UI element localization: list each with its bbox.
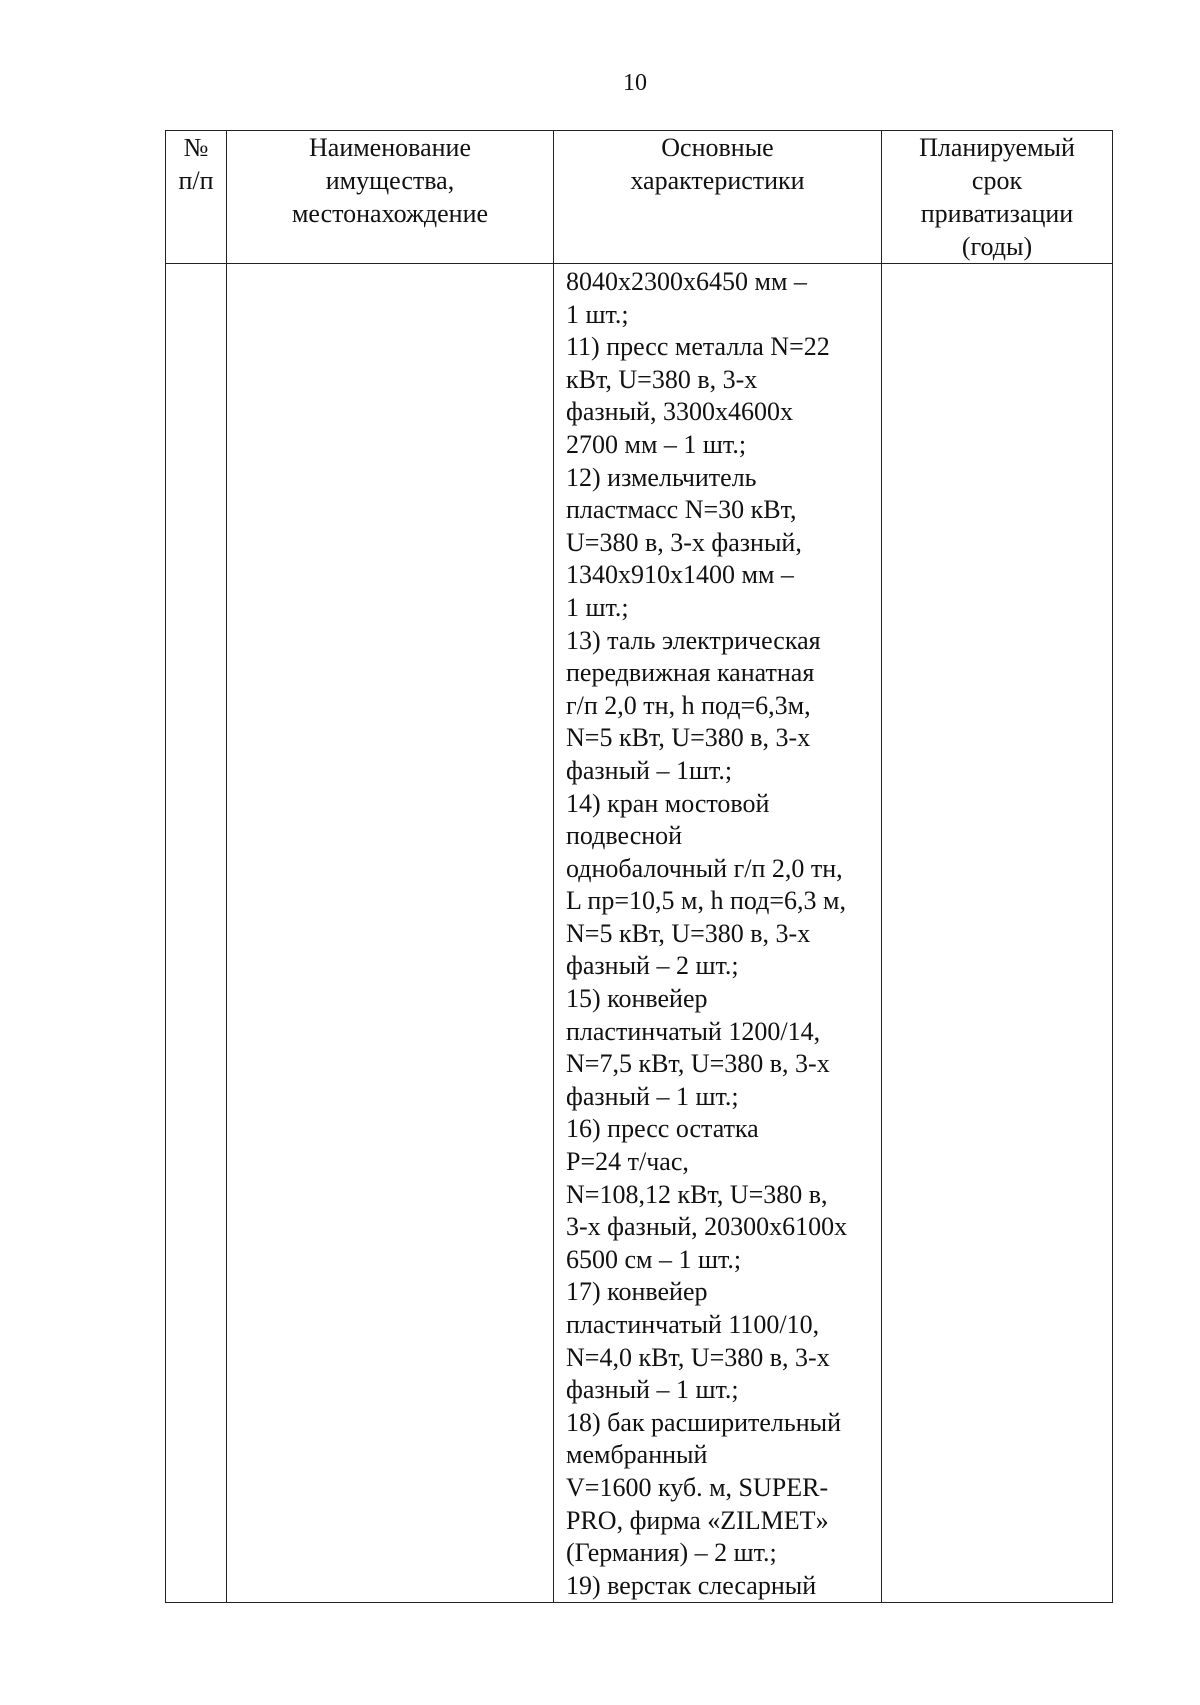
header-line: Основные bbox=[661, 133, 774, 162]
header-line: Наименование bbox=[309, 133, 471, 162]
characteristics-line: U=380 в, 3-х фазный, bbox=[566, 527, 802, 557]
characteristics-line: фазный, 3300х4600х bbox=[566, 397, 793, 427]
table-header-row bbox=[166, 131, 1113, 264]
header-line: приватизации bbox=[920, 199, 1074, 228]
characteristics-line: г/п 2,0 тн, h под=6,3м, bbox=[566, 690, 811, 720]
characteristics-line: пластинчатый 1200/14, bbox=[566, 1016, 821, 1046]
characteristics-line: PRO, фирма «ZILMET» bbox=[566, 1505, 829, 1535]
characteristics-line: 19) верстак слесарный bbox=[566, 1570, 817, 1600]
characteristics-line: кВт, U=380 в, 3-х bbox=[566, 364, 758, 394]
characteristics-line: пластинчатый 1100/10, bbox=[566, 1310, 820, 1339]
header-characteristics bbox=[554, 131, 882, 264]
characteristics-line: мембранный bbox=[566, 1440, 708, 1470]
characteristics-line: 17) конвейер bbox=[566, 1277, 708, 1307]
characteristics-line: 14) кран мостовой bbox=[566, 788, 770, 818]
characteristics-line: V=1600 куб. м, SUPER- bbox=[566, 1472, 829, 1502]
characteristics-line: (Германия) – 2 шт.; bbox=[566, 1538, 777, 1568]
characteristics-line: 3-х фазный, 20300х6100х bbox=[566, 1212, 848, 1242]
characteristics-line: 1 шт.; bbox=[566, 592, 629, 622]
characteristics-line: 18) бак расширительный bbox=[566, 1407, 842, 1437]
characteristics-line: фазный – 1 шт.; bbox=[566, 1375, 739, 1405]
characteristics-line: N=7,5 кВт, U=380 в, 3-х bbox=[566, 1049, 830, 1079]
table-row bbox=[166, 264, 1113, 1603]
header-line: срок bbox=[971, 166, 1023, 195]
characteristics-line: передвижная канатная bbox=[566, 658, 815, 688]
characteristics-text bbox=[554, 264, 881, 1602]
characteristics-line: 1340х910х1400 мм – bbox=[566, 560, 794, 590]
characteristics-line: N=5 кВт, U=380 в, 3-х bbox=[566, 918, 811, 948]
header-line: № bbox=[183, 133, 209, 162]
characteristics-line: фазный – 1 шт.; bbox=[566, 1081, 739, 1111]
header-line: (годы) bbox=[961, 232, 1033, 261]
characteristics-line: 6500 см – 1 шт.; bbox=[566, 1244, 742, 1274]
characteristics-line: N=5 кВт, U=380 в, 3-х bbox=[566, 723, 811, 753]
characteristics-line: 16) пресс остатка bbox=[566, 1114, 759, 1144]
header-line: характеристики bbox=[630, 166, 805, 195]
header-line: местонахождение bbox=[291, 199, 489, 228]
characteristics-line: L пр=10,5 м, h под=6,3 м, bbox=[566, 886, 846, 916]
cell-number bbox=[166, 264, 227, 1603]
characteristics-line: 13) таль электрическая bbox=[566, 625, 821, 655]
characteristics-line: подвесной bbox=[566, 821, 683, 851]
characteristics-line: 2700 мм – 1 шт.; bbox=[566, 429, 747, 459]
characteristics-line: N=108,12 кВт, U=380 в, bbox=[566, 1179, 828, 1209]
privatization-table bbox=[165, 130, 1113, 1603]
characteristics-line: однобалочный г/п 2,0 тн, bbox=[566, 853, 843, 883]
header-privatization-term bbox=[882, 131, 1113, 264]
characteristics-line: фазный – 2 шт.; bbox=[566, 951, 739, 981]
header-name-location bbox=[227, 131, 554, 264]
header-line: имущества, bbox=[325, 166, 455, 195]
page-number: 10 bbox=[623, 70, 647, 96]
header-line: п/п bbox=[178, 166, 214, 195]
cell-privatization-term bbox=[882, 264, 1113, 1603]
characteristics-line: 8040х2300х6450 мм – bbox=[566, 267, 807, 296]
cell-name-location bbox=[227, 264, 554, 1603]
header-line: Планируемый bbox=[919, 133, 1075, 162]
characteristics-line: 1 шт.; bbox=[566, 299, 629, 329]
characteristics-line: Р=24 т/час, bbox=[566, 1147, 689, 1177]
characteristics-line: пластмасс N=30 кВт, bbox=[566, 495, 797, 525]
characteristics-line: 15) конвейер bbox=[566, 984, 708, 1014]
cell-characteristics bbox=[554, 264, 882, 1603]
characteristics-line: 12) измельчитель bbox=[566, 462, 757, 492]
characteristics-line: 11) пресс металла N=22 bbox=[566, 332, 830, 362]
characteristics-line: фазный – 1шт.; bbox=[566, 755, 733, 785]
characteristics-line: N=4,0 кВт, U=380 в, 3-х bbox=[566, 1342, 830, 1372]
header-number bbox=[166, 131, 227, 264]
